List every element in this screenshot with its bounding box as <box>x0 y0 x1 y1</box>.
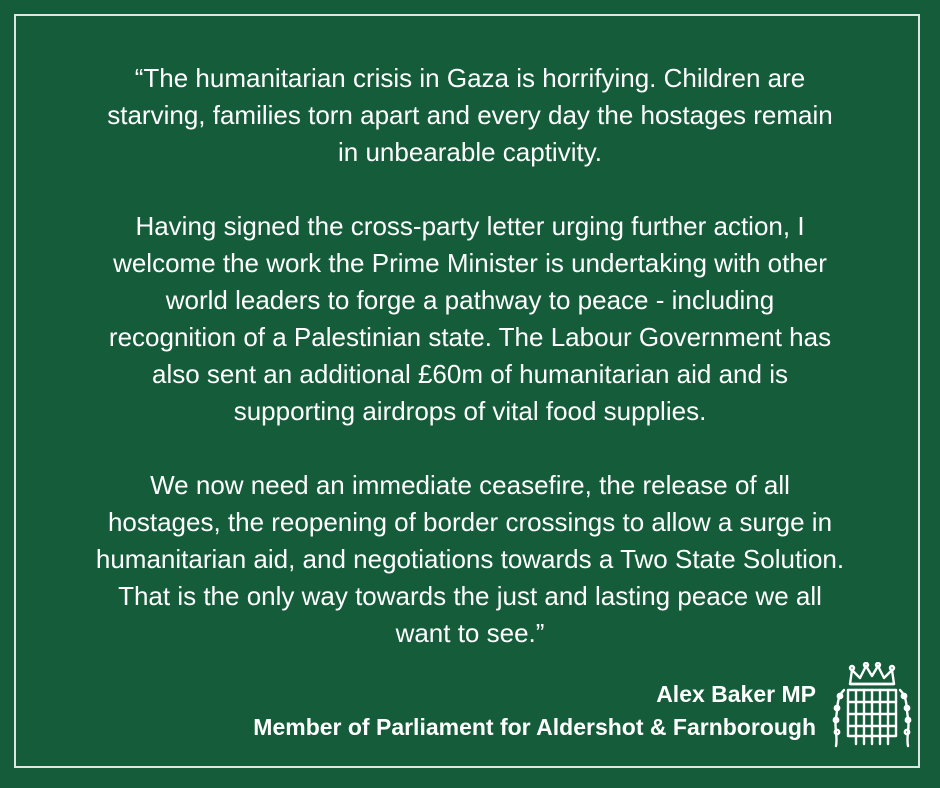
signature-block <box>253 678 816 744</box>
quote-paragraph-2: Having signed the cross-party letter urging further action, I welcome the work the Prime Minister is undertaking with other world leaders to forge a pathway to peace - including recognition of a Palestinian state. The Labour Government has also sent an additional £60m of humanitarian aid and is supporting airdrops of vital food supplies. <box>108 211 832 426</box>
quote-paragraph-3: We now need an immediate ceasefire, the release of all hostages, the reopening of border crossings to allow a surge in humanitarian aid, and negotiations towards a Two State Solution. That is the only way towards the just and lasting peace we all want to see.” <box>95 470 845 648</box>
quote-paragraph-1: “The humanitarian crisis in Gaza is horrifying. Children are starving, families torn apart and every day the hostages remain in unbearable captivity. <box>107 63 833 167</box>
signature-role: Member of Parliament for Aldershot & Farnborough <box>253 714 816 740</box>
quote-block <box>30 60 910 652</box>
portcullis-icon <box>830 662 914 750</box>
signature-name: Alex Baker MP <box>656 681 816 707</box>
